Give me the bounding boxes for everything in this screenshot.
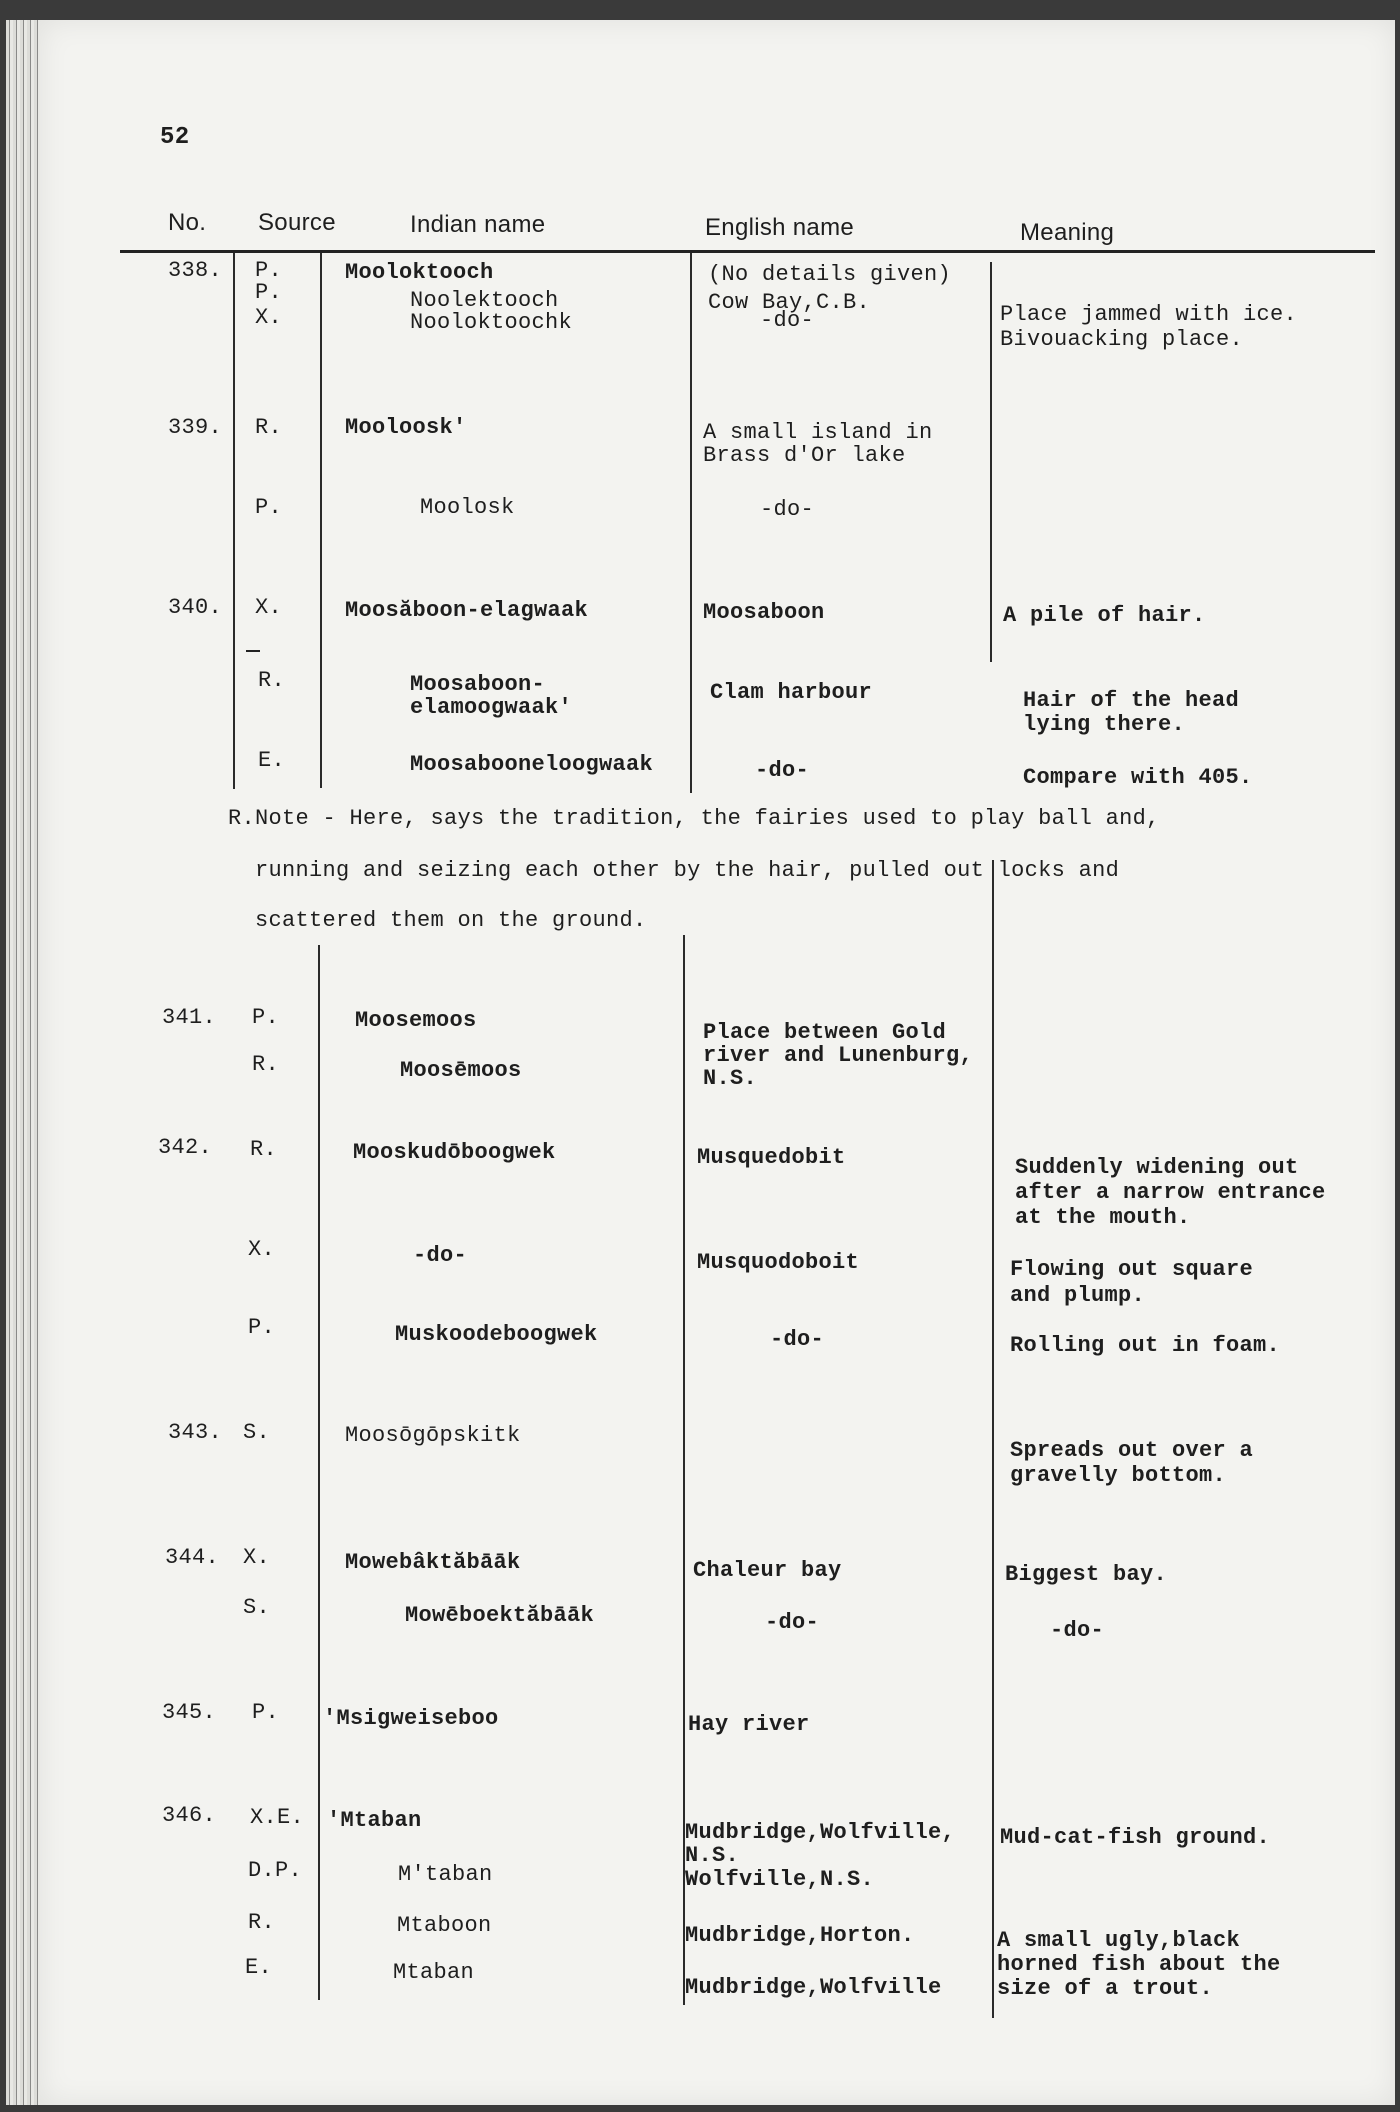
indian-name: Moolosk bbox=[420, 495, 515, 520]
english-name: Mudbridge,Wolfville, bbox=[685, 1820, 956, 1845]
source-code: D.P. bbox=[248, 1858, 303, 1883]
indian-name: Moosēmoos bbox=[400, 1058, 522, 1083]
meaning-text: Rolling out in foam. bbox=[1010, 1333, 1281, 1358]
english-name: Musquodoboit bbox=[697, 1250, 860, 1275]
english-name: -do- bbox=[760, 497, 815, 522]
english-name: Mudbridge,Horton. bbox=[685, 1923, 915, 1948]
english-name: A small island in bbox=[703, 420, 933, 445]
meaning-text: Hair of the head bbox=[1023, 688, 1240, 713]
meaning-text: at the mouth. bbox=[1015, 1205, 1191, 1230]
english-name: -do- bbox=[755, 758, 810, 783]
indian-name: M′taban bbox=[398, 1862, 493, 1887]
english-name: Brass d'Or lake bbox=[703, 443, 906, 468]
meaning-text: Mud-cat-fish ground. bbox=[1000, 1825, 1271, 1850]
row-number: 345. bbox=[162, 1700, 217, 1725]
english-name: N.S. bbox=[685, 1843, 740, 1868]
column-rule-indian bbox=[320, 253, 322, 788]
english-name: -do- bbox=[765, 1610, 820, 1635]
indian-name: -do- bbox=[413, 1243, 468, 1268]
column-rule-meaning-lower bbox=[992, 860, 994, 2018]
indian-name: Moosăboon-elagwaak bbox=[345, 598, 589, 623]
indian-name: Mtaban bbox=[393, 1960, 475, 1985]
indian-name: Nooloktoochk bbox=[410, 310, 573, 335]
header-indian-name: Indian name bbox=[410, 211, 546, 238]
source-code: E. bbox=[245, 1955, 273, 1980]
source-code: P. bbox=[255, 495, 283, 520]
source-code: X. bbox=[255, 305, 283, 330]
source-code: R. bbox=[248, 1910, 276, 1935]
header-meaning: Meaning bbox=[1020, 219, 1115, 246]
row-number: 338. bbox=[168, 258, 223, 283]
indian-name: Moosabooneloogwaak bbox=[410, 752, 654, 777]
meaning-text: A pile of hair. bbox=[1003, 603, 1206, 628]
indian-name: Mooloktooch bbox=[345, 260, 494, 285]
source-code: P. bbox=[255, 280, 283, 305]
english-name: Clam harbour bbox=[710, 680, 873, 705]
note-line: scattered them on the ground. bbox=[255, 908, 647, 933]
row-number: 346. bbox=[162, 1803, 217, 1828]
row-number: 343. bbox=[168, 1420, 223, 1445]
note-line: running and seizing each other by the hair, pulled out locks and bbox=[255, 858, 1120, 883]
english-name: Hay river bbox=[688, 1712, 810, 1737]
indian-name: Moosaboon- bbox=[410, 672, 546, 697]
indian-name: ′Mtaban bbox=[327, 1808, 422, 1833]
column-rule-source bbox=[233, 253, 235, 789]
english-name: N.S. bbox=[703, 1066, 758, 1091]
source-code: S. bbox=[243, 1595, 271, 1620]
meaning-text: gravelly bottom. bbox=[1010, 1463, 1227, 1488]
meaning-text: Biggest bay. bbox=[1005, 1562, 1168, 1587]
source-code: P. bbox=[255, 258, 283, 283]
row-number: 340. bbox=[168, 595, 223, 620]
meaning-text: Place jammed with ice. bbox=[1000, 302, 1298, 327]
header-source: Source bbox=[258, 209, 336, 236]
header-english-name: English name bbox=[705, 214, 855, 241]
page-edge-stack bbox=[6, 20, 40, 2105]
source-code: P. bbox=[248, 1315, 276, 1340]
dash-mark bbox=[246, 650, 260, 652]
english-name: Chaleur bay bbox=[693, 1558, 842, 1583]
source-code: R. bbox=[252, 1052, 280, 1077]
english-name: Mudbridge,Wolfville bbox=[685, 1975, 942, 2000]
indian-name: Moosemoos bbox=[355, 1008, 477, 1033]
english-name: (No details given) bbox=[708, 262, 952, 287]
meaning-text: Compare with 405. bbox=[1023, 765, 1253, 790]
source-code: X. bbox=[255, 595, 283, 620]
note-line: R.Note - Here, says the tradition, the fairies used to play ball and, bbox=[228, 806, 1160, 831]
english-name: Moosaboon bbox=[703, 600, 825, 625]
english-name: -do- bbox=[770, 1327, 825, 1352]
header-no: No. bbox=[168, 209, 207, 236]
meaning-text: and plump. bbox=[1010, 1283, 1146, 1308]
meaning-text: horned fish about the bbox=[997, 1952, 1281, 1977]
source-code: X. bbox=[243, 1545, 271, 1570]
source-code: S. bbox=[243, 1420, 271, 1445]
indian-name: Noolektooch bbox=[410, 288, 559, 313]
meaning-text: Spreads out over a bbox=[1010, 1438, 1254, 1463]
english-name: Cow Bay,C.B. bbox=[708, 290, 871, 315]
row-number: 341. bbox=[162, 1005, 217, 1030]
english-name: -do- bbox=[760, 308, 815, 333]
source-code: X.E. bbox=[250, 1805, 305, 1830]
meaning-text: Flowing out square bbox=[1010, 1257, 1254, 1282]
indian-name: Mooskudōboogwek bbox=[353, 1140, 556, 1165]
meaning-text: Suddenly widening out bbox=[1015, 1155, 1299, 1180]
source-code: E. bbox=[258, 748, 286, 773]
column-rule-meaning bbox=[990, 262, 992, 662]
meaning-text: -do- bbox=[1050, 1618, 1105, 1643]
indian-name: Mooloosk′ bbox=[345, 415, 467, 440]
english-name: Place between Gold bbox=[703, 1020, 947, 1045]
column-rule-indian-lower bbox=[318, 945, 320, 2000]
indian-name: Mowebâktăbāāk bbox=[345, 1550, 521, 1575]
indian-name: Mtaboon bbox=[397, 1913, 492, 1938]
source-code: P. bbox=[252, 1700, 280, 1725]
english-name: Musquedobit bbox=[697, 1145, 846, 1170]
english-name: Wolfville,N.S. bbox=[685, 1867, 875, 1892]
page-number: 52 bbox=[160, 124, 190, 151]
indian-name: Mowēboektăbāāk bbox=[405, 1603, 595, 1628]
header-rule bbox=[120, 250, 1375, 253]
source-code: X. bbox=[248, 1237, 276, 1262]
source-code: R. bbox=[258, 668, 286, 693]
source-code: R. bbox=[250, 1137, 278, 1162]
row-number: 339. bbox=[168, 415, 223, 440]
row-number: 344. bbox=[165, 1545, 220, 1570]
meaning-text: lying there. bbox=[1023, 712, 1186, 737]
meaning-text: Bivouacking place. bbox=[1000, 327, 1244, 352]
column-rule-english bbox=[690, 253, 692, 793]
meaning-text: A small ugly,black bbox=[997, 1928, 1241, 1953]
indian-name: ′Msigweiseboo bbox=[323, 1706, 499, 1731]
source-code: P. bbox=[252, 1005, 280, 1030]
indian-name: Moosōgōpskitk bbox=[345, 1423, 521, 1448]
row-number: 342. bbox=[158, 1135, 213, 1160]
meaning-text: after a narrow entrance bbox=[1015, 1180, 1326, 1205]
indian-name: elamoogwaak′ bbox=[410, 695, 573, 720]
meaning-text: size of a trout. bbox=[997, 1976, 1214, 2001]
english-name: river and Lunenburg, bbox=[703, 1043, 974, 1068]
source-code: R. bbox=[255, 415, 283, 440]
indian-name: Muskoodeboogwek bbox=[395, 1322, 598, 1347]
